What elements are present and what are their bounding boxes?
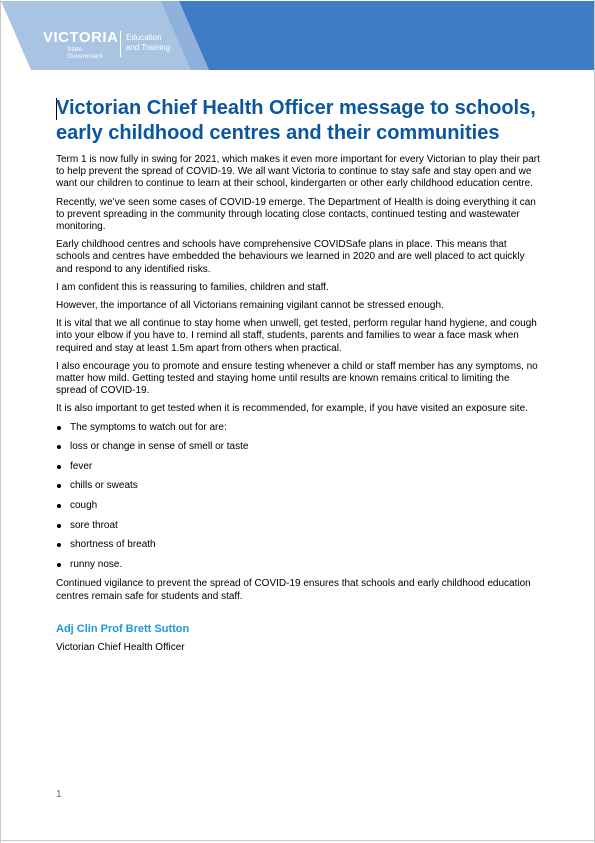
signature-name: Adj Clin Prof Brett Sutton bbox=[56, 622, 190, 635]
paragraph-2: Recently, we’ve seen some cases of COVID-19 emerge. The Department of Health is doing everything it can to prevent spreading in the community through locating close contacts, continued testing and wastewater monitoring. bbox=[56, 196, 536, 233]
header-band-dark bbox=[179, 1, 594, 70]
paragraph-8: It is also important to get tested when it is recommended, for example, if you have visited an exposure site. bbox=[56, 403, 528, 415]
signature-title: Victorian Chief Health Officer bbox=[56, 641, 185, 653]
logo-sub-line-2: Government bbox=[67, 53, 103, 60]
list-item: loss or change in sense of smell or taste bbox=[56, 441, 540, 453]
paragraph-5: However, the importance of all Victorians remaining vigilant cannot be stressed enough. bbox=[56, 300, 444, 312]
page-border-bottom bbox=[0, 840, 595, 841]
closing-paragraph: Continued vigilance to prevent the spread of COVID-19 ensures that schools and early childhood education centres remain safe for students and staff. bbox=[56, 578, 531, 602]
document-title: Victorian Chief Health Officer message to schools, early childhood centres and their communities bbox=[56, 97, 536, 144]
dept-line-1: Education bbox=[126, 33, 162, 42]
list-item: cough bbox=[56, 500, 540, 512]
page-border-left bbox=[0, 0, 1, 843]
page-number: 1 bbox=[56, 789, 62, 800]
paragraph-1: Term 1 is now fully in swing for 2021, which makes it even more important for every Victorian to play their part to help prevent the spread of COVID-19. We all want Victoria to continue to stay safe and stay open and we want our children to continue to learn at their school, kindergarten or other early childhood education centre. bbox=[56, 154, 540, 190]
list-item: sore throat bbox=[56, 520, 540, 532]
list-item: runny nose. bbox=[56, 559, 540, 571]
dept-line-2: and Training bbox=[126, 43, 171, 52]
list-item: shortness of breath bbox=[56, 539, 540, 551]
document-body[interactable] bbox=[56, 96, 540, 653]
department-name bbox=[126, 33, 170, 53]
list-item: chills or sweats bbox=[56, 480, 540, 492]
paragraph-6: It is vital that we all continue to stay home when unwell, get tested, perform regular hand hygiene, and cough into your elbow if you have to. I remind all staff, students, parents and families to wear a face mask when required and stay at least 1.5m apart from others when practical. bbox=[56, 318, 537, 354]
victoria-logo bbox=[34, 21, 184, 65]
list-item: The symptoms to watch out for are: bbox=[56, 422, 540, 434]
logo-sub bbox=[67, 46, 103, 60]
paragraph-4: I am confident this is reassuring to families, children and staff. bbox=[56, 281, 329, 293]
logo-sub-line-1: State bbox=[67, 46, 83, 53]
logo-divider bbox=[120, 31, 121, 57]
paragraph-7: I also encourage you to promote and ensure testing whenever a child or staff member has any symptoms, no matter how mild. Getting tested and staying home until results are known remains critical to limiting the spread of COVID-19. bbox=[56, 360, 538, 397]
header-banner bbox=[1, 1, 594, 70]
logo-wordmark: VICTORIA bbox=[43, 29, 119, 46]
list-item: fever bbox=[56, 461, 540, 473]
symptoms-list bbox=[56, 422, 540, 571]
paragraph-3: Early childhood centres and schools have comprehensive COVIDSafe plans in place. This means that schools and centres have embedded the behaviours we learned in 2020 and are well placed to act quickly and respond to any identified risks. bbox=[56, 239, 525, 275]
